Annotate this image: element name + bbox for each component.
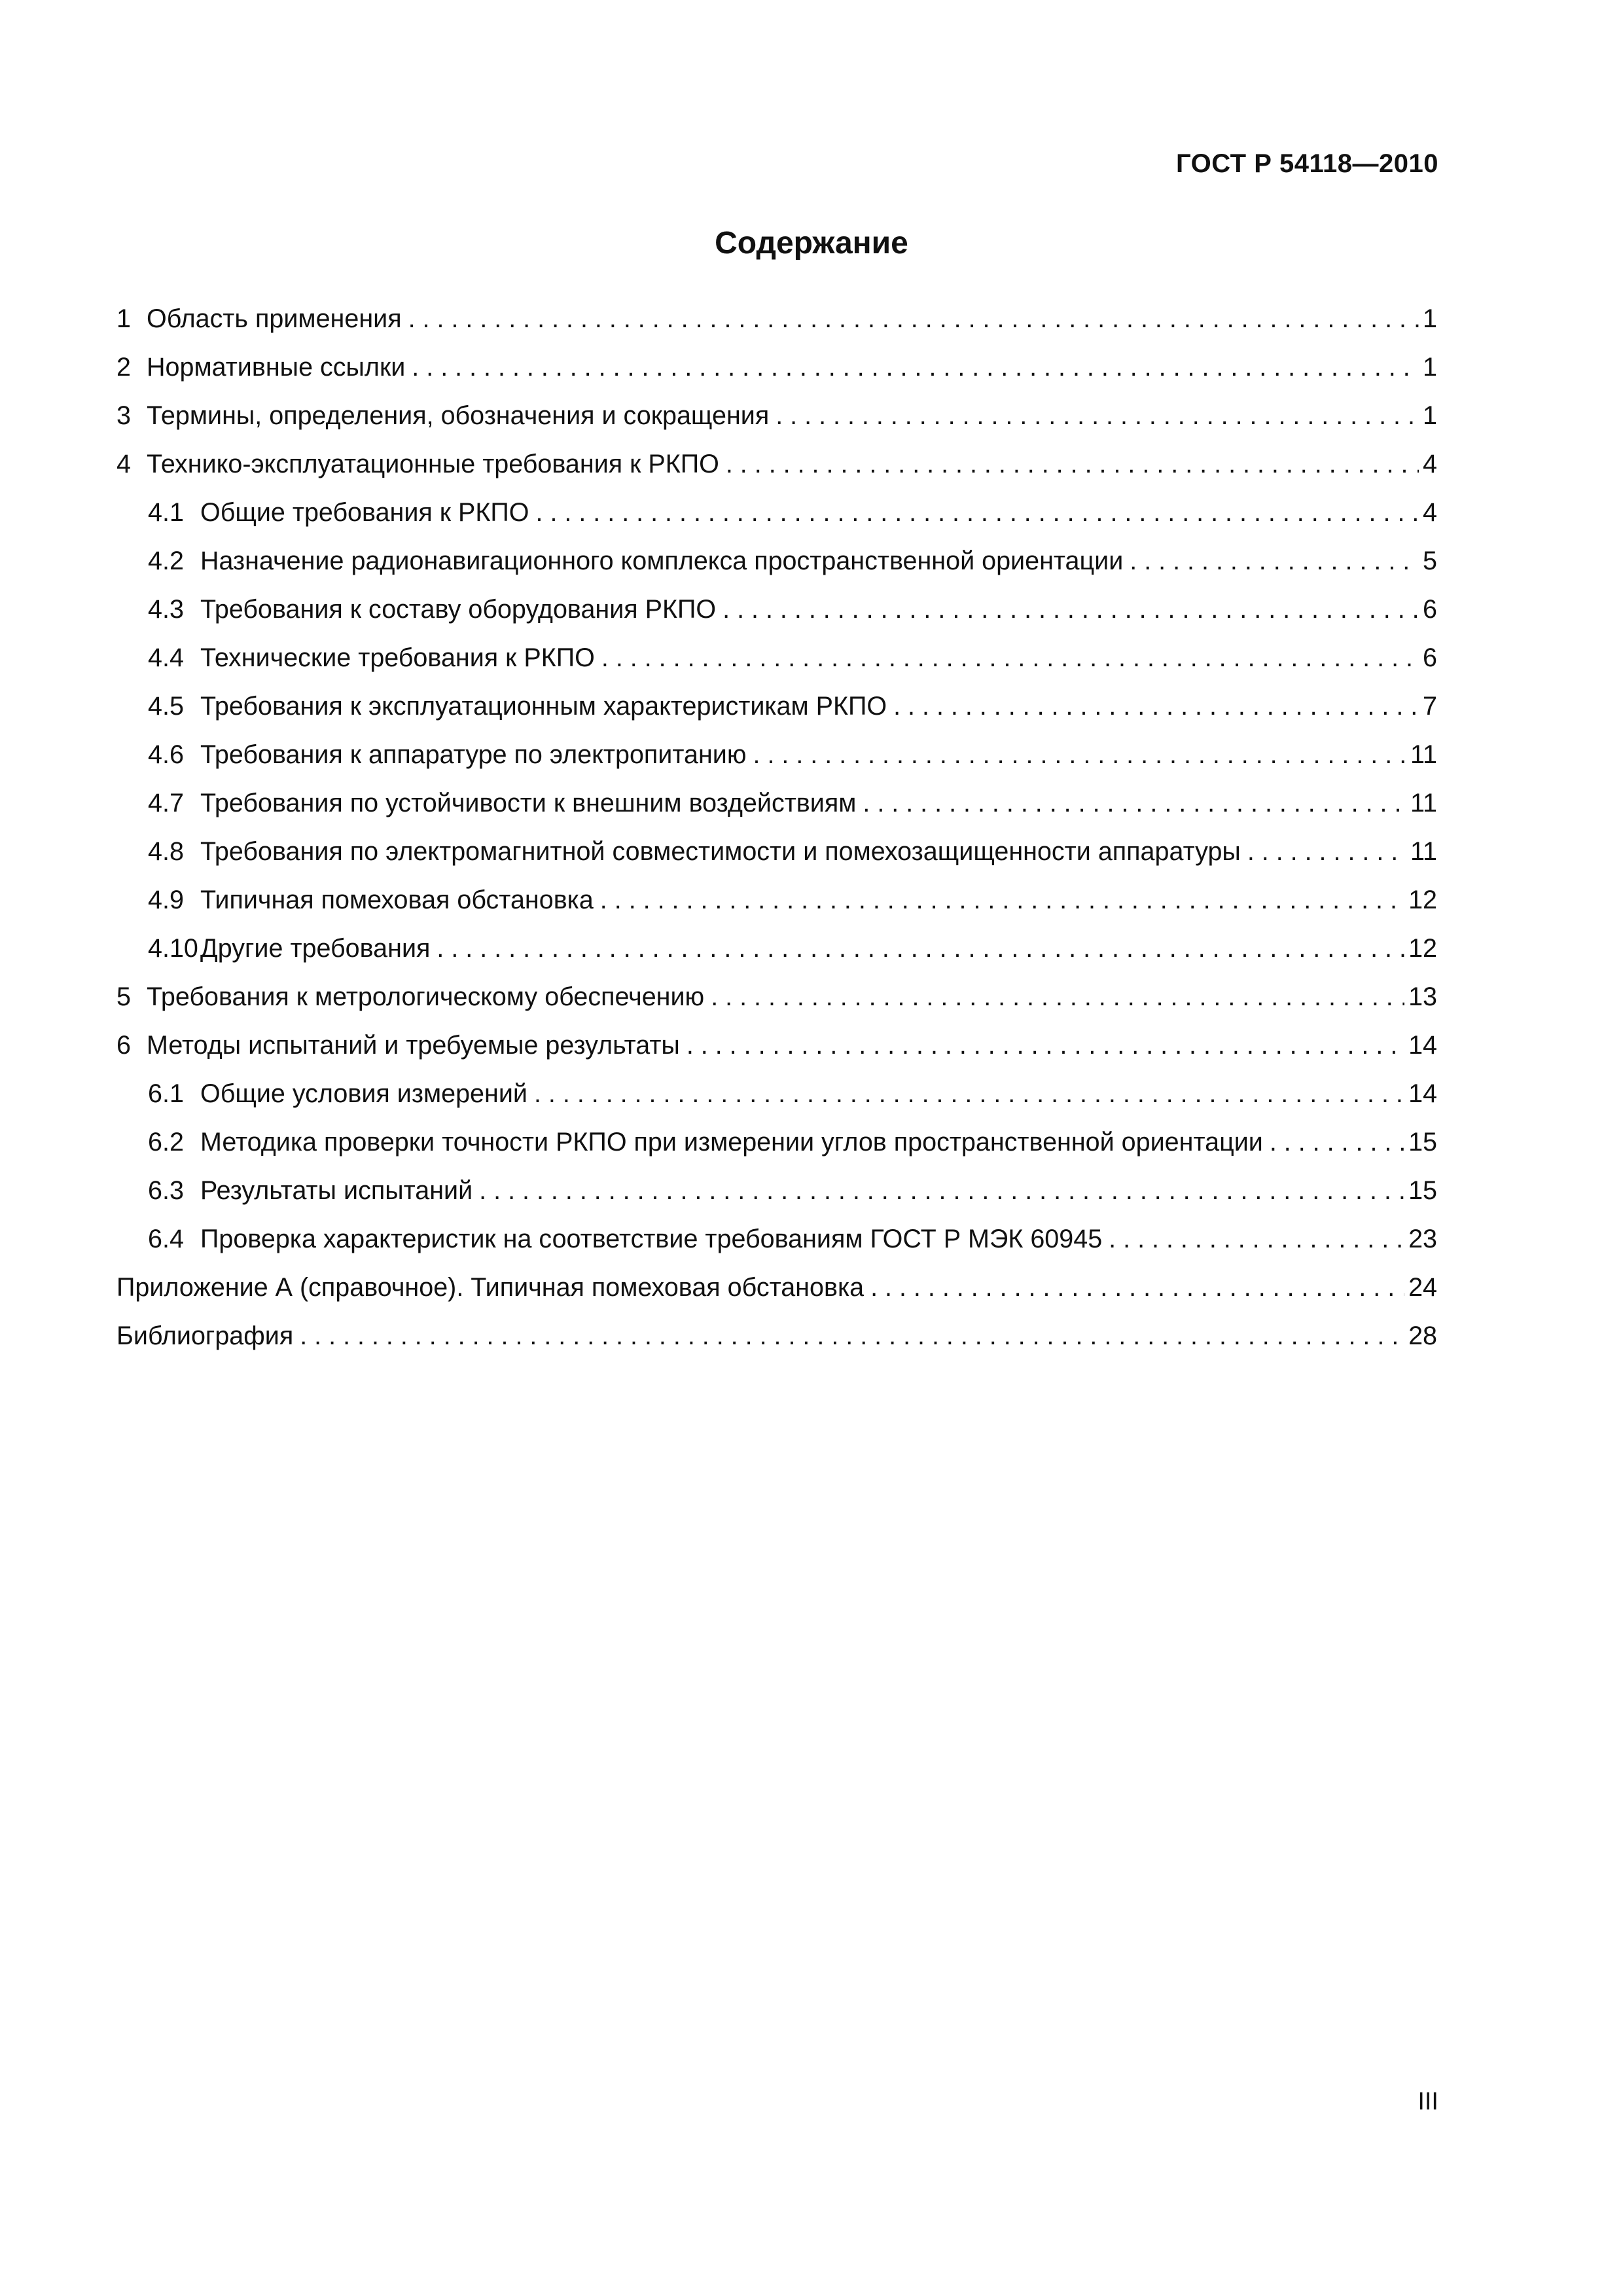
toc-entry-number: 4.10 [148,934,198,963]
toc-entry-number: 4.6 [148,740,184,769]
toc-entry[interactable] [116,295,1437,343]
toc-entry[interactable] [116,391,1437,440]
toc-dot-leader [534,1069,1404,1118]
toc-entry[interactable] [116,1118,1437,1166]
toc-entry-page: 6 [1423,595,1437,624]
toc-dot-leader [1247,827,1406,876]
toc-entry-page: 5 [1423,547,1437,575]
toc-entry-label: Назначение радионавигационного комплекса пространственной ориентации [200,547,1124,575]
toc-dot-leader [1270,1118,1404,1166]
toc-entry[interactable] [116,924,1437,973]
toc-entry-label: Проверка характеристик на соответствие требованиям ГОСТ Р МЭК 60945 [200,1225,1103,1253]
toc-entry-label: Общие требования к РКПО [200,498,529,527]
toc-entry-page: 15 [1408,1176,1437,1205]
table-of-contents [116,295,1437,1360]
page-title: Содержание [715,226,908,260]
toc-entry-number: 4 [116,450,131,478]
toc-dot-leader [479,1166,1404,1215]
toc-entry[interactable] [116,585,1437,634]
toc-entry-page: 1 [1423,401,1437,430]
toc-entry-page: 6 [1423,643,1437,672]
toc-entry-label: Приложение А (справочное). Типичная помеховая обстановка [116,1273,865,1302]
toc-entry-number: 4.9 [148,886,184,914]
toc-entry[interactable] [116,682,1437,730]
toc-entry[interactable] [116,343,1437,391]
toc-dot-leader [687,1021,1404,1069]
toc-entry[interactable] [116,1069,1437,1118]
toc-entry[interactable] [116,537,1437,585]
toc-dot-leader [1130,537,1419,585]
toc-entry-label: Требования к аппаратуре по электропитанию [200,740,747,769]
toc-entry-label: Технико-эксплуатационные требования к РКПО [147,450,719,478]
toc-entry[interactable] [116,440,1437,488]
toc-entry-page: 1 [1423,304,1437,333]
toc-entry-number: 4.3 [148,595,184,624]
toc-entry[interactable] [116,1166,1437,1215]
toc-entry-page: 11 [1410,740,1437,769]
toc-entry[interactable] [116,488,1437,537]
toc-entry-page: 11 [1410,789,1437,817]
toc-entry-page: 11 [1410,837,1437,866]
toc-entry-number: 5 [116,982,131,1011]
toc-entry-page: 7 [1423,692,1437,721]
toc-dot-leader [893,682,1419,730]
toc-entry-number: 6 [116,1031,131,1060]
toc-entry-page: 14 [1408,1031,1437,1060]
toc-entry-label: Требования к эксплуатационным характеристикам РКПО [200,692,887,721]
toc-entry-label: Требования по электромагнитной совместимости и помехозащищенности аппаратуры [200,837,1241,866]
toc-dot-leader [726,440,1419,488]
toc-dot-leader [870,1263,1404,1312]
toc-dot-leader [437,924,1404,973]
toc-entry-label: Область применения [147,304,402,333]
toc-dot-leader [711,973,1404,1021]
toc-entry-label: Требования к составу оборудования РКПО [200,595,717,624]
toc-entry-number: 2 [116,353,131,382]
toc-entry-label: Термины, определения, обозначения и сокращения [147,401,770,430]
toc-entry[interactable] [116,779,1437,827]
toc-entry-page: 14 [1408,1079,1437,1108]
toc-dot-leader [408,295,1419,343]
toc-dot-leader [1109,1215,1404,1263]
toc-entry-page: 15 [1408,1128,1437,1157]
toc-entry-page: 28 [1408,1321,1437,1350]
toc-dot-leader [600,876,1404,924]
toc-entry-number: 6.1 [148,1079,184,1108]
toc-entry[interactable] [116,1312,1437,1360]
toc-entry[interactable] [116,1215,1437,1263]
toc-entry-page: 24 [1408,1273,1437,1302]
toc-entry-label: Требования по устойчивости к внешним воздействиям [200,789,857,817]
toc-entry[interactable] [116,876,1437,924]
toc-entry-label: Методы испытаний и требуемые результаты [147,1031,680,1060]
toc-entry-number: 4.1 [148,498,184,527]
toc-entry-page: 12 [1408,934,1437,963]
toc-entry[interactable] [116,1263,1437,1312]
toc-entry-number: 6.2 [148,1128,184,1157]
toc-entry[interactable] [116,1021,1437,1069]
toc-entry-page: 12 [1408,886,1437,914]
toc-entry-label: Библиография [116,1321,294,1350]
toc-entry-number: 4.7 [148,789,184,817]
toc-entry-label: Другие требования [200,934,431,963]
page-number: III [1418,2088,1438,2115]
toc-entry-number: 4.8 [148,837,184,866]
toc-entry-number: 4.2 [148,547,184,575]
toc-dot-leader [536,488,1419,537]
toc-entry-number: 4.5 [148,692,184,721]
toc-dot-leader [863,779,1406,827]
toc-dot-leader [601,634,1419,682]
toc-dot-leader [776,391,1419,440]
toc-entry-label: Типичная помеховая обстановка [200,886,594,914]
toc-entry-label: Общие условия измерений [200,1079,527,1108]
toc-entry-label: Нормативные ссылки [147,353,406,382]
toc-dot-leader [722,585,1419,634]
toc-dot-leader [300,1312,1404,1360]
toc-entry-number: 4.4 [148,643,184,672]
toc-entry-label: Требования к метрологическому обеспечению [147,982,705,1011]
toc-entry-label: Технические требования к РКПО [200,643,595,672]
toc-entry-page: 13 [1408,982,1437,1011]
toc-entry[interactable] [116,730,1437,779]
toc-entry-number: 3 [116,401,131,430]
toc-entry-page: 1 [1423,353,1437,382]
toc-entry[interactable] [116,634,1437,682]
toc-entry-page: 23 [1408,1225,1437,1253]
toc-dot-leader [753,730,1406,779]
standard-code: ГОСТ Р 54118—2010 [1176,149,1438,178]
toc-entry-label: Методика проверки точности РКПО при измерении углов пространственной ориентации [200,1128,1263,1157]
toc-entry[interactable] [116,827,1437,876]
toc-entry-number: 6.3 [148,1176,184,1205]
toc-dot-leader [412,343,1419,391]
toc-entry-number: 1 [116,304,131,333]
toc-entry[interactable] [116,973,1437,1021]
toc-entry-page: 4 [1423,498,1437,527]
toc-entry-number: 6.4 [148,1225,184,1253]
toc-entry-label: Результаты испытаний [200,1176,473,1205]
toc-entry-page: 4 [1423,450,1437,478]
